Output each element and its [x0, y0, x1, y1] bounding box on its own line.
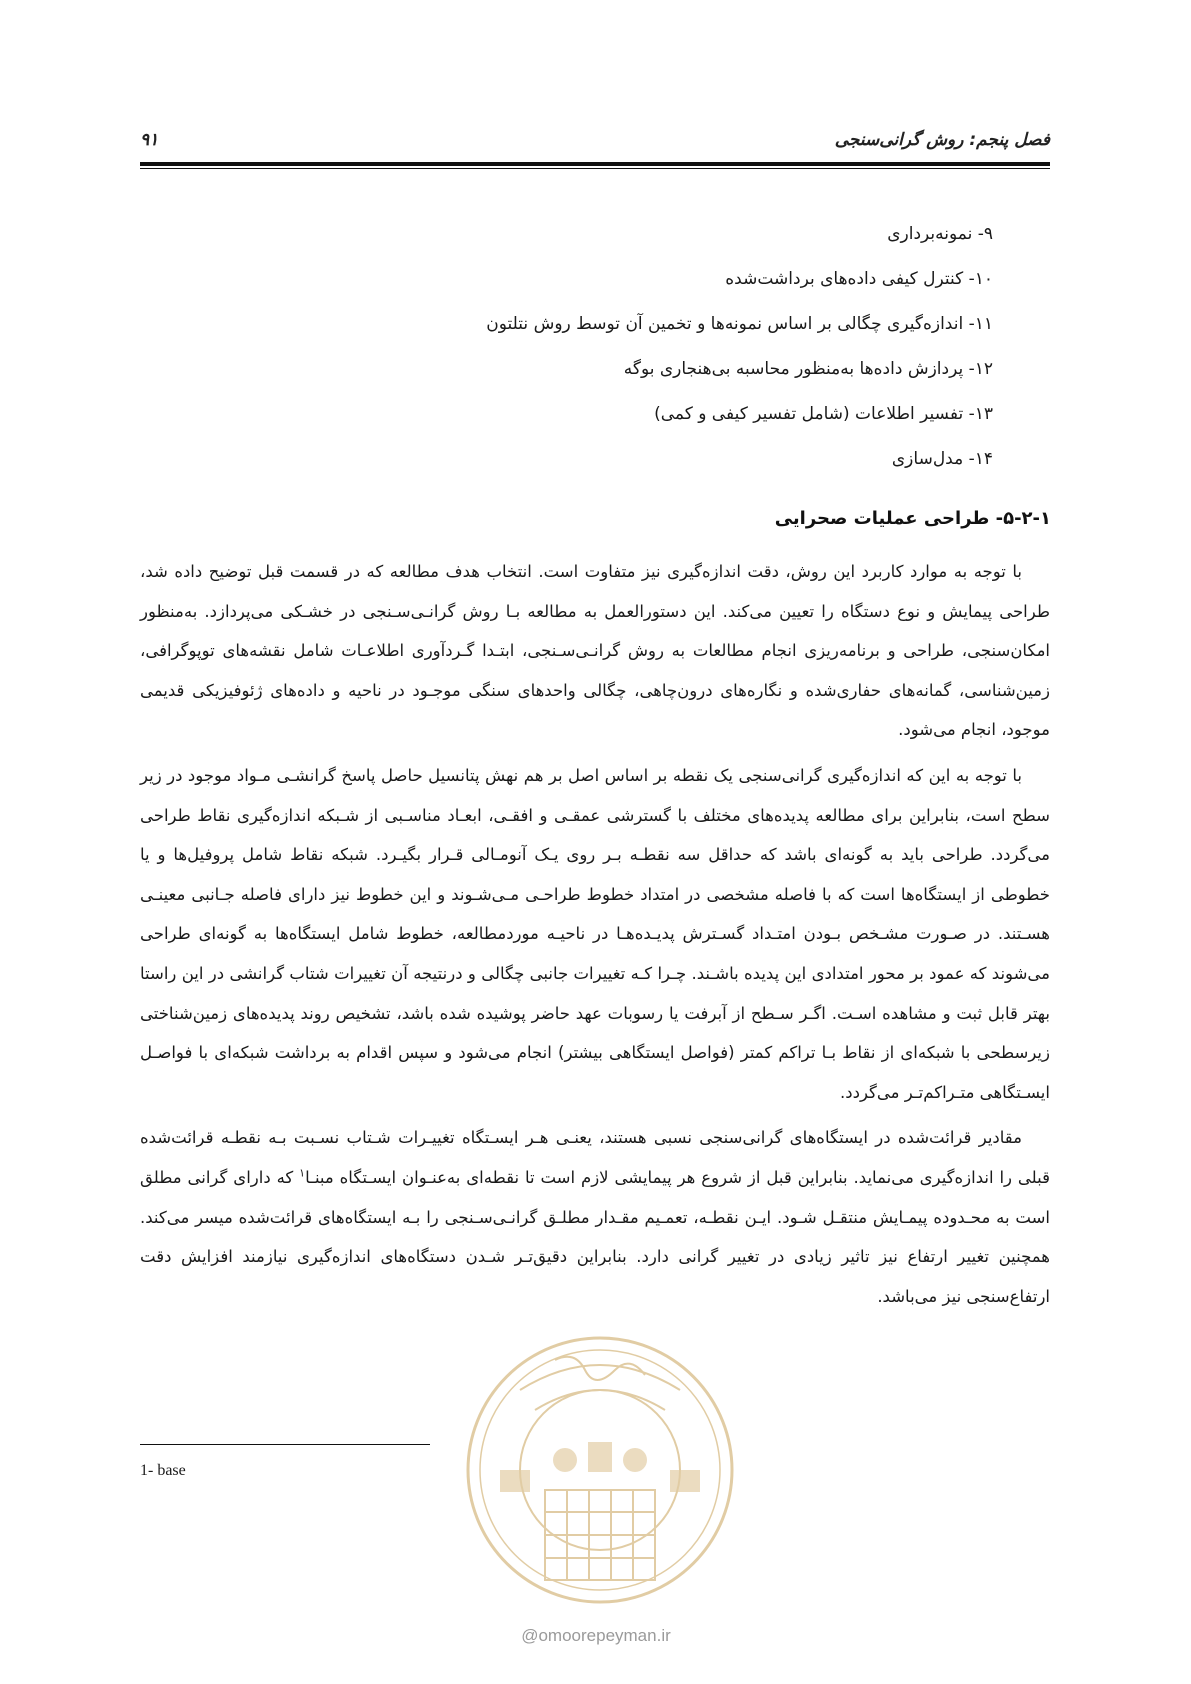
footnote-divider: [140, 1444, 430, 1445]
paragraph: [140, 1118, 1050, 1316]
steps-list: [193, 212, 993, 482]
running-header: [140, 128, 1050, 158]
paragraph: با توجه به موارد کاربرد این روش، دقت اندازه‌گیری نیز متفاوت است. انتخاب هدف مطالعه که در قسمت قبل توضیح داده شد، طراحی پیمایش و نوع دستگاه را تعیین می‌کند. این دستورالعمل به مطالعه بـا روش گرانـی‌سـنجی در خشـکی می‌پردازد. به‌منظور امکان‌سنجی، طراحی و برنامه‌ریزی انجام مطالعات به روش گرانـی‌سـنجی، ابتـدا گـردآوری اطلاعـات شامل نقشه‌های توپوگرافی، زمین‌شناسی، گمانه‌های حفاری‌شده و نگاره‌های درون‌چاهی، چگالی واحدهای سنگی موجـود در ناحیه و داده‌های ژئوفیزیکی قدیمی موجود، انجام می‌شود.: [140, 562, 1050, 740]
header-rule-thin: [140, 168, 1050, 169]
list-item: ۹- نمونه‌برداری: [887, 224, 993, 244]
list-item: ۱۴- مدل‌سازی: [891, 449, 993, 469]
list-item: ۱۰- کنترل کیفی داده‌های برداشت‌شده: [725, 269, 993, 289]
watermark-seal-icon: [460, 1320, 740, 1620]
list-item: ۱۲- پردازش داده‌ها به‌منظور محاسبه بی‌هنجاری بوگه: [623, 359, 993, 379]
body-text: [140, 552, 1050, 1322]
list-item: ۱۳- تفسیر اطلاعات (شامل تفسیر کیفی و کمی): [654, 404, 993, 424]
paragraph: با توجه به این که اندازه‌گیری گرانی‌سنجی یک نقطه بر اساس اصل بر هم نهش پتانسیل حاصل پاسخ گرانشـی مـواد موجود در زیر سطح است، بنابراین برای مطالعه پدیده‌های مختلف با گسترشی عمقـی و افقـی، ابعـاد مناسـبی از شـبکه اندازه‌گیری نقاط طراحی می‌گردد. طراحی باید به گونه‌ای باشد که حداقل سه نقطـه بـر روی یـک آنومـالی قـرار بگیـرد. شبکه نقاط شامل پروفیل‌ها و یا خطوطی از ایستگاه‌ها است که با فاصله مشخصی در امتداد خطوط طراحـی مـی‌شـوند و این خطوط نیز دارای فاصله جـانبی معینـی هسـتند. در صـورت مشـخص بـودن امتـداد گسـترش پدیـده‌هـا در ناحیـه موردمطالعه، خطوط شامل ایستگاه‌ها به گونه‌ای طراحی می‌شوند که عمود بر محور امتدادی این پدیده باشـند. چـرا کـه تغییرات جانبی چگالی و درنتیجه آن تغییرات شتاب گرانشی در این راستا بهتر قابل ثبت و مشاهده اسـت. اگـر سـطح از آبرفت یا رسوبات عهد حاضر پوشیده شده باشد، تشخیص روند پدیده‌های زمین‌شناختی زیرسطحی با شبکه‌ای از نقاط بـا تراکم کمتر (فواصل ایستگاهی بیشتر) انجام می‌شود و سپس اقدام به برداشت شبکه‌ای با فواصـل ایسـتگاهی متـراکم‌تـر می‌گردد.: [140, 765, 1050, 1102]
header-rule: [140, 162, 1050, 166]
chapter-title: فصل پنجم: روش گرانی‌سنجی: [834, 130, 1050, 150]
watermark-caption: @omoorepeyman.ir: [521, 1626, 671, 1645]
footnote-reference[interactable]: ۱: [299, 1166, 306, 1180]
page-number: ۹۱: [140, 130, 159, 150]
footnote: 1- base: [140, 1462, 186, 1479]
section-heading: ۵-۲-۱- طراحی عملیات صحرایی: [774, 508, 1051, 529]
paragraph-text: مقادیر قرائت‌شده در ایستگاه‌های گرانی‌سنجی نسبی هستند، یعنـی هـر ایسـتگاه تغییـرات شـتاب نسـبت بـه نقطـه قرائت‌شده قبلی را اندازه‌گیری می‌نماید. بنابراین قبل از شروع هر پیمایشی لازم است تا نقطه‌ای به‌عنـوان ایسـتگاه مبنـا: [140, 1128, 1050, 1187]
paragraph-text: که دارای گرانی مطلق است به محـدوده پیمـایش منتقـل شـود. ایـن نقطـه، تعمـیم مقـدار مطلـق گرانـی‌سـنجی را بـه ایستگاه‌های قرائت‌شده میسر می‌کند. همچنین تغییر ارتفاع نیز تاثیر زیادی در تغییر گرانی دارد. بنابراین دقیق‌تـر شـدن دستگاه‌های اندازه‌گیری نیازمند افزایش دقت ارتفاع‌سنجی نیز می‌باشد.: [140, 1167, 1050, 1306]
list-item: ۱۱- اندازه‌گیری چگالی بر اساس نمونه‌ها و تخمین آن توسط روش نتلتون: [486, 314, 993, 334]
